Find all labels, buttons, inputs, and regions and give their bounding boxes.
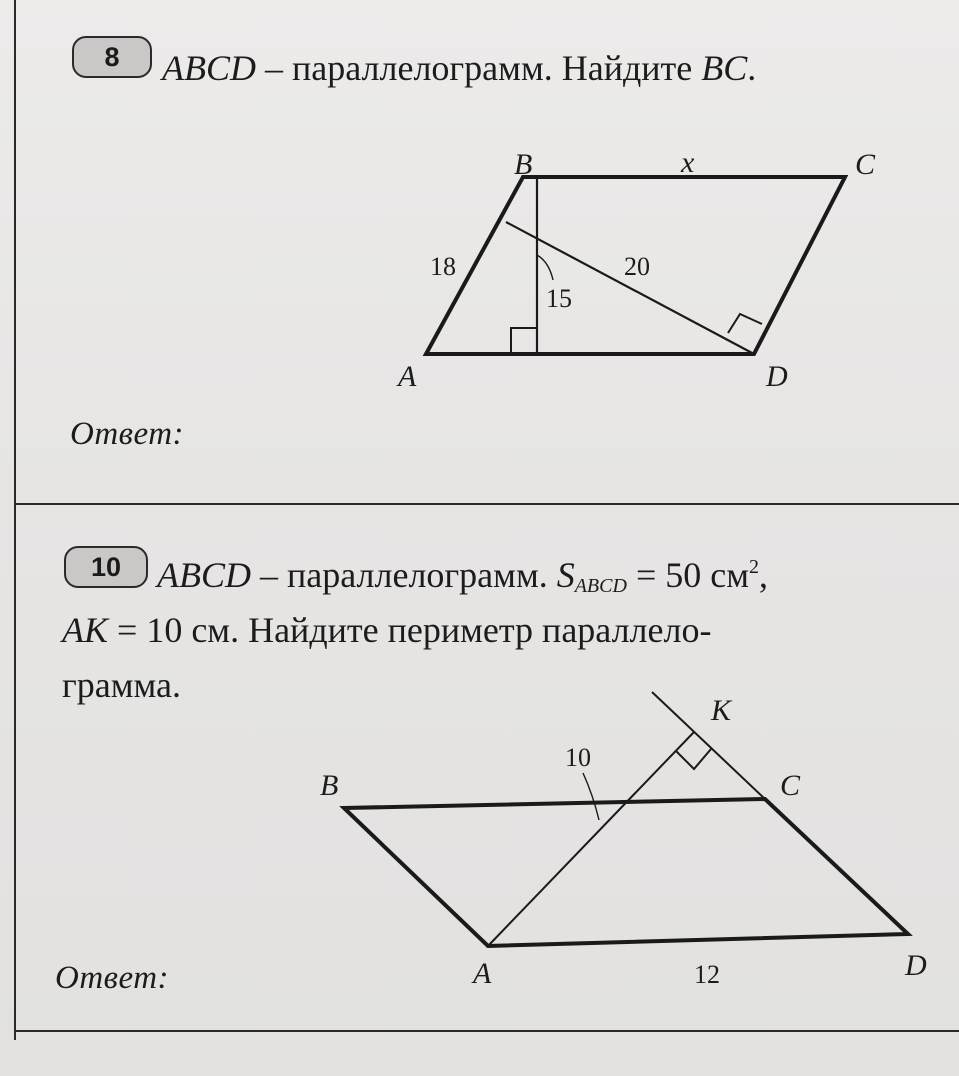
height-label-pointer (537, 255, 553, 280)
problem-10-comma: , (759, 555, 768, 595)
segment-ak-length: 10 (565, 743, 591, 772)
problem-8-text: – параллелограмм. Найдите (256, 48, 702, 88)
problem-10-figure-name: ABCD (157, 555, 251, 595)
area-subscript: ABCD (574, 575, 627, 597)
vertex-label-b: B (514, 148, 533, 181)
right-angle-mark-diagonal (728, 314, 762, 333)
problem-10-text-1: – параллелограмм. (251, 555, 557, 595)
area-symbol: S (556, 555, 575, 595)
side-bc-label: x (681, 146, 695, 179)
problem-10-line-3: грамма. (62, 665, 182, 705)
segment-ak-name: AK (62, 610, 109, 650)
problem-8-answer-label: Ответ: (70, 416, 185, 452)
problem-10-text-2: = 10 см. Найдите периметр параллело- (108, 610, 712, 650)
right-angle-mark-height (511, 328, 537, 354)
problem-8-number-badge: 8 (72, 36, 152, 78)
extension-of-dc (652, 692, 765, 799)
right-angle-mark-k (676, 749, 711, 769)
vertex-label-k: K (711, 694, 732, 727)
parallelogram-abcd-2 (344, 799, 908, 946)
problem-10-number-badge: 10 (64, 546, 148, 588)
figure-10-parallelogram (344, 692, 908, 946)
height-label: 15 (546, 284, 572, 313)
problem-8-target: BC (701, 48, 748, 88)
problem-10-answer-label: Ответ: (55, 960, 170, 996)
area-value: = 50 см (626, 555, 749, 595)
vertex-label-c: C (855, 148, 876, 181)
side-ad-length: 12 (694, 960, 720, 989)
ak-label-pointer (583, 773, 599, 820)
vertex-label-d: D (766, 360, 788, 393)
vertex-label-a-2: A (473, 957, 492, 990)
perpendicular-to-cd (506, 222, 754, 354)
segment-ak (488, 732, 694, 946)
vertex-label-c-2: C (780, 769, 801, 802)
vertex-label-a: A (398, 360, 417, 393)
problem-8-period: . (747, 48, 757, 88)
problem-8-figure-name: ABCD (162, 48, 256, 88)
area-unit-power: 2 (749, 556, 759, 578)
perpendicular-label: 20 (624, 252, 650, 281)
vertex-label-b-2: B (320, 769, 339, 802)
side-ab-label: 18 (430, 252, 456, 281)
vertex-label-d-2: D (905, 949, 927, 982)
